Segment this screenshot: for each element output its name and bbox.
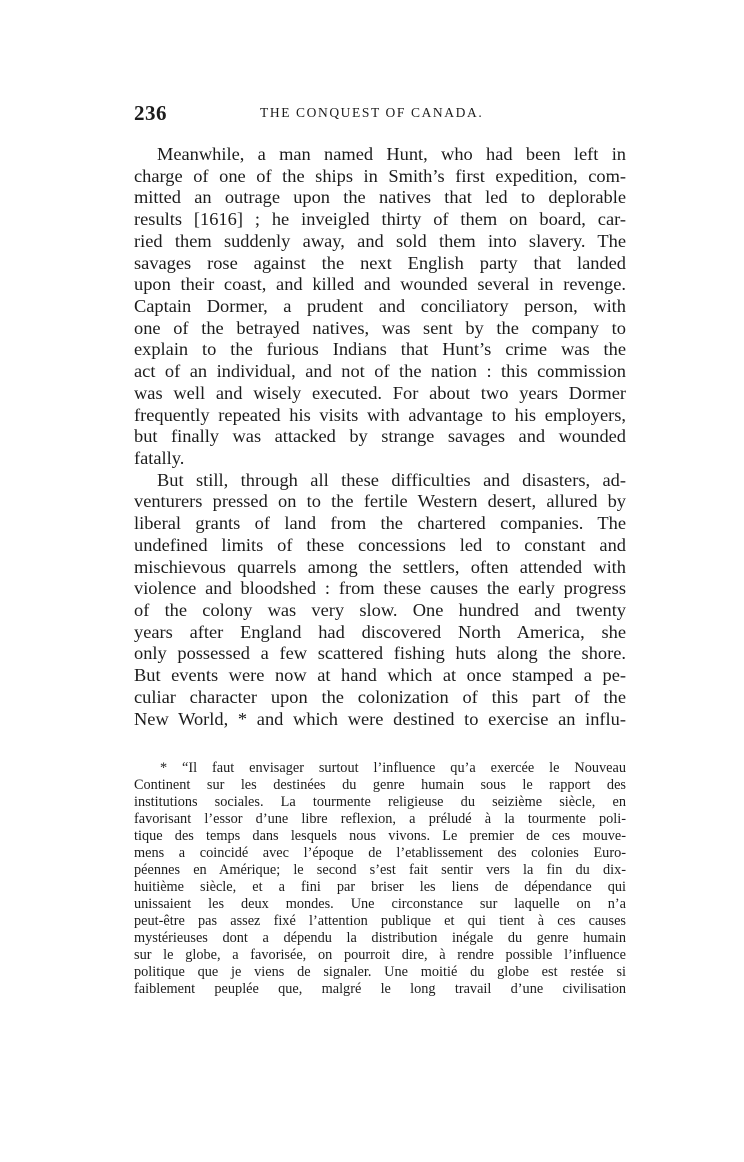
page-header xyxy=(134,101,630,127)
body-line: was well and wisely executed. For about two years Dormer xyxy=(134,383,626,403)
body-line: only possessed a few scattered fishing huts along the shore. xyxy=(134,643,626,663)
body-line: But events were now at hand which at once stamped a pe- xyxy=(134,665,626,685)
footnote-line: mystérieuses dont a dépendu la distribution inégale du genre humain xyxy=(134,930,626,946)
body-line: mitted an outrage upon the natives that led to deplorable xyxy=(134,187,626,207)
body-line: Captain Dormer, a prudent and conciliatory person, with xyxy=(134,296,626,316)
body-line: liberal grants of land from the chartered companies. The xyxy=(134,513,626,533)
body-line: but finally was attacked by strange savages and wounded xyxy=(134,426,626,446)
footnote-line: unissaient les deux mondes. Une circonstance sur laquelle on n’a xyxy=(134,896,626,912)
body-line: years after England had discovered North America, she xyxy=(134,622,626,642)
footnote-line: péennes en Amérique; le second s’est fait sentir vers la fin du dix- xyxy=(134,862,626,878)
footnote-line: faiblement peuplée que, malgré le long travail d’une civilisation xyxy=(134,981,626,997)
footnote-line: institutions sociales. La tourmente religieuse du seizième siècle, en xyxy=(134,794,626,810)
footnote-line: mens a coincidé avec l’époque de l’etablissement des colonies Euro- xyxy=(134,845,626,861)
footnote-line: peut-être pas assez fixé l’attention publique et qui tient à ces causes xyxy=(134,913,626,929)
footnote-line: * “Il faut envisager surtout l’influence qu’a exercée le Nouveau xyxy=(160,760,626,776)
body-line: savages rose against the next English party that landed xyxy=(134,253,626,273)
body-line: But still, through all these difficulties and disasters, ad- xyxy=(157,470,626,490)
body-line: explain to the furious Indians that Hunt’s crime was the xyxy=(134,339,626,359)
body-line: one of the betrayed natives, was sent by the company to xyxy=(134,318,626,338)
footnote-line: huitième siècle, et a fini par briser les liens de dépendance qui xyxy=(134,879,626,895)
footnote-line: tique des temps dans lesquels nous vivons. Le premier de ces mouve- xyxy=(134,828,626,844)
body-line: violence and bloodshed : from these causes the early progress xyxy=(134,578,626,598)
body-line: venturers pressed on to the fertile Western desert, allured by xyxy=(134,491,626,511)
body-line: of the colony was very slow. One hundred and twenty xyxy=(134,600,626,620)
body-line: culiar character upon the colonization of this part of the xyxy=(134,687,626,707)
body-line: act of an individual, and not of the nation : this commission xyxy=(134,361,626,381)
body-line: upon their coast, and killed and wounded several in revenge. xyxy=(134,274,626,294)
body-line: Meanwhile, a man named Hunt, who had been left in xyxy=(157,144,626,164)
body-line: charge of one of the ships in Smith’s first expedition, com- xyxy=(134,166,626,186)
body-line: New World, * and which were destined to exercise an influ- xyxy=(134,709,626,729)
footnote-line: favorisant l’essor d’une libre reflexion, a préludé à la tourmente poli- xyxy=(134,811,626,827)
body-line: frequently repeated his visits with advantage to his employers, xyxy=(134,405,626,425)
body-line: undefined limits of these concessions led to constant and xyxy=(134,535,626,555)
page-number: 236 xyxy=(134,101,167,125)
body-line: fatally. xyxy=(134,448,185,468)
body-line: ried them suddenly away, and sold them into slavery. The xyxy=(134,231,626,251)
body-line: results [1616] ; he inveigled thirty of them on board, car- xyxy=(134,209,626,229)
running-head: THE CONQUEST OF CANADA. xyxy=(260,105,484,120)
footnote-line: Continent sur les destinées du genre humain sous le rapport des xyxy=(134,777,626,793)
footnote-line: politique que je viens de signaler. Une moitié du globe est restée si xyxy=(134,964,626,980)
body-line: mischievous quarrels among the settlers, often attended with xyxy=(134,557,626,577)
footnote-line: sur le globe, a favorisée, on pourroit dire, à rendre possible l’influence xyxy=(134,947,626,963)
